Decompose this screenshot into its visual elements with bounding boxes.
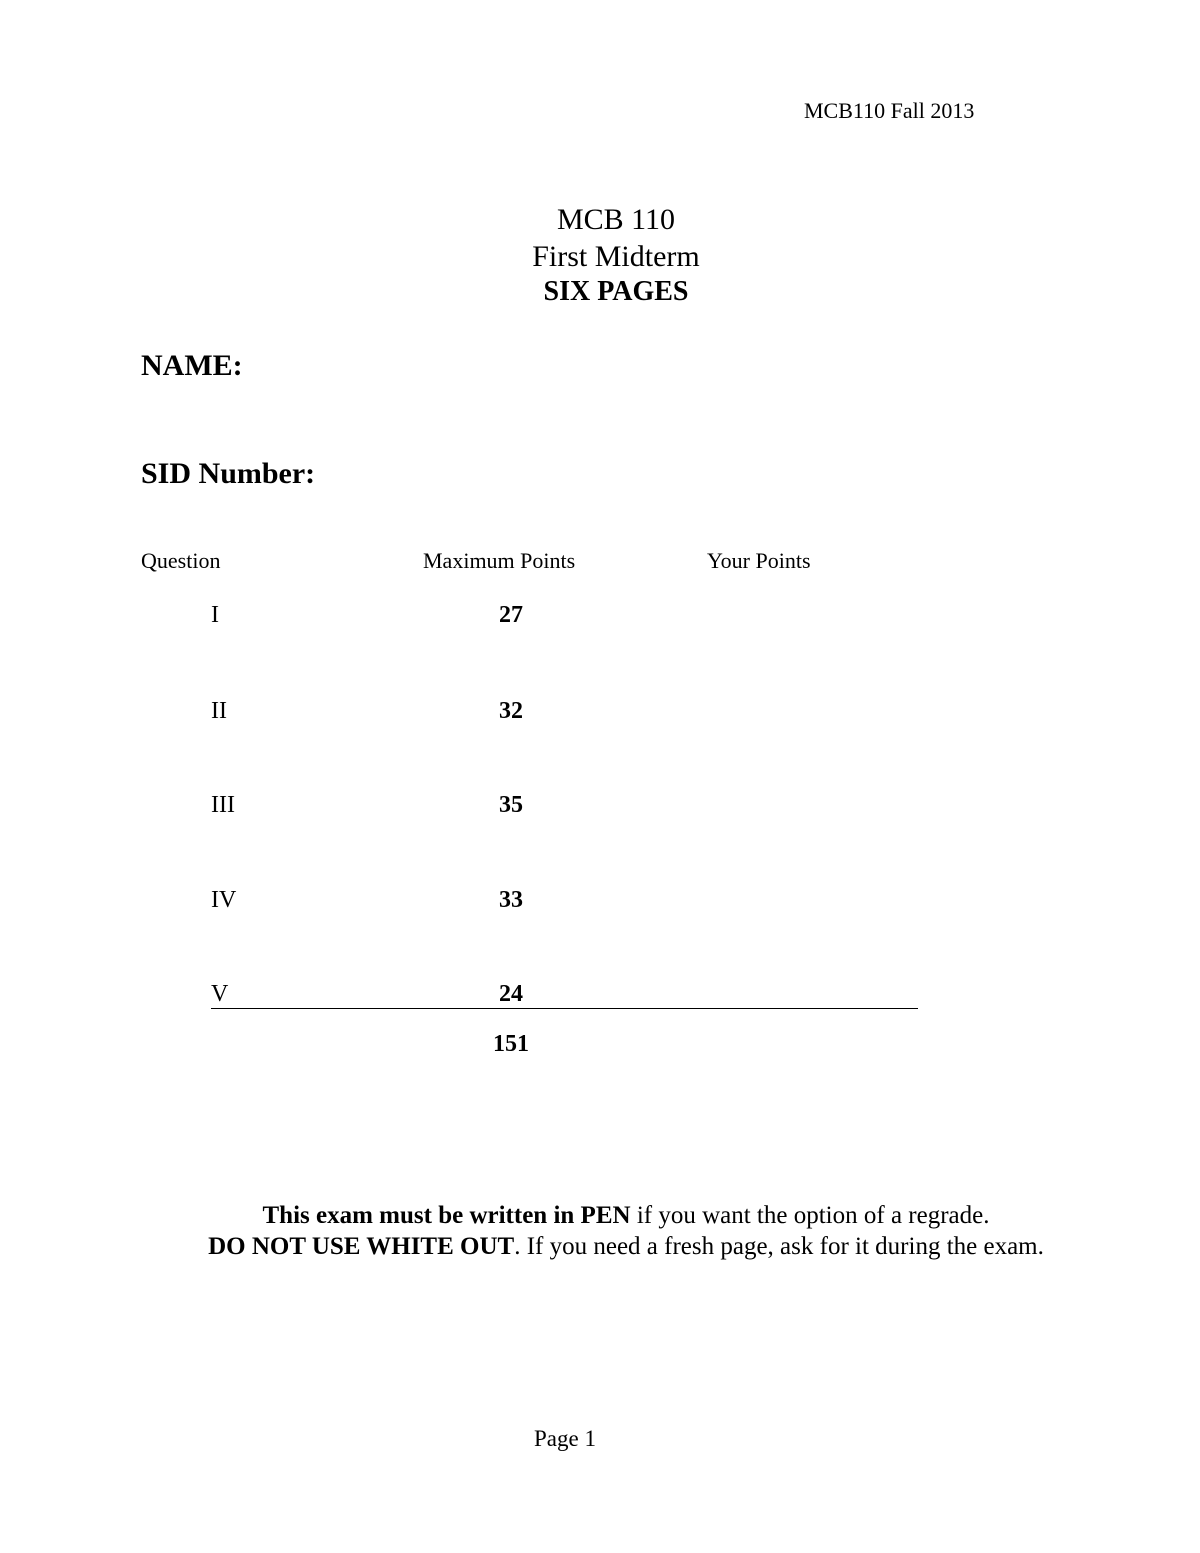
page-number: Page 1 [534, 1426, 596, 1451]
table-row [0, 981, 1200, 1021]
white-out-notice-emphasis: DO NOT USE WHITE OUT [208, 1233, 515, 1260]
exam-title: First Midterm [532, 240, 700, 273]
max-points-value: 33 [499, 887, 523, 913]
max-points-value: 24 [499, 981, 523, 1007]
white-out-notice-text: . If you need a fresh page, ask for it during the exam. [514, 1233, 1044, 1260]
max-points-value: 35 [499, 792, 523, 818]
table-row [0, 602, 1200, 642]
pen-notice-text: if you want the option of a regrade. [630, 1202, 990, 1229]
column-header-max-points: Maximum Points [423, 548, 576, 573]
pen-notice [0, 1202, 1200, 1230]
table-row [0, 698, 1200, 738]
header-course-term: MCB110 Fall 2013 [804, 98, 975, 123]
max-points-value: 32 [499, 698, 523, 724]
pen-notice-emphasis: This exam must be written in PEN [262, 1202, 631, 1229]
total-underline [211, 1008, 918, 1009]
page-count: SIX PAGES [543, 276, 689, 307]
sid-label: SID Number: [141, 457, 316, 490]
column-header-your-points: Your Points [707, 548, 811, 573]
question-number: IV [211, 887, 237, 913]
question-number: V [211, 981, 229, 1007]
course-title: MCB 110 [556, 203, 676, 236]
question-number: III [211, 792, 235, 818]
max-points-value: 27 [499, 602, 523, 628]
white-out-notice [0, 1233, 1200, 1261]
name-label: NAME: [141, 349, 243, 382]
question-number: I [211, 602, 219, 628]
column-header-question: Question [141, 548, 221, 573]
table-row [0, 887, 1200, 927]
table-row [0, 792, 1200, 832]
question-number: II [211, 698, 227, 724]
total-points: 151 [493, 1031, 529, 1057]
